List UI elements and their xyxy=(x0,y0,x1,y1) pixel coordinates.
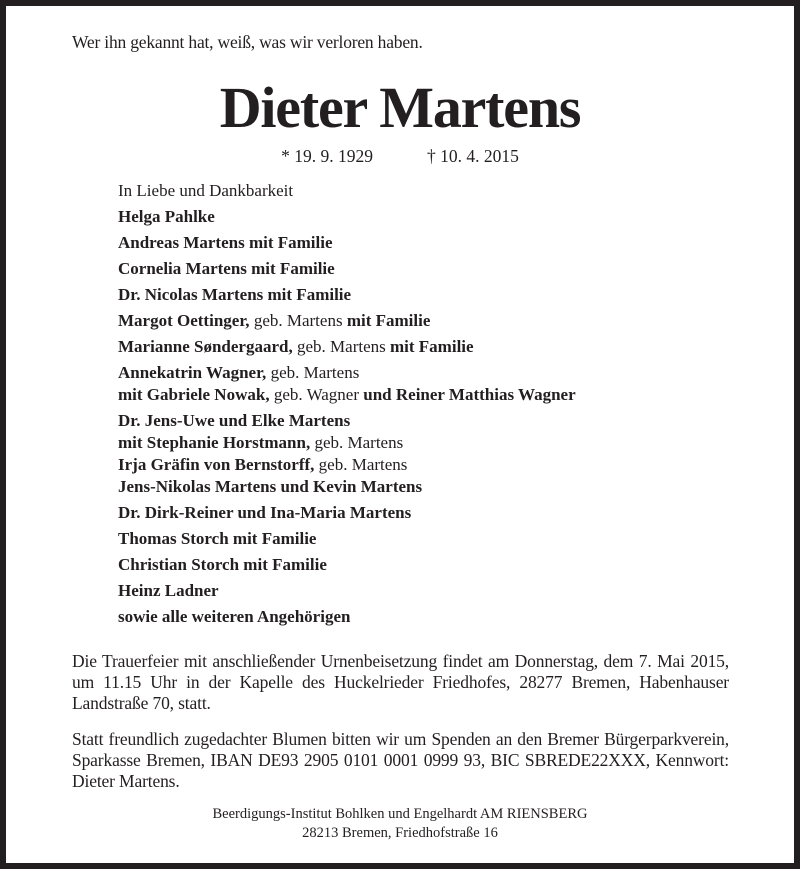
mourner-line xyxy=(118,334,576,360)
mourner-name: Dr. Jens-Uwe und Elke Martens xyxy=(118,411,351,430)
mourner-group xyxy=(118,360,576,408)
mourner-name: Cornelia Martens mit Familie xyxy=(118,259,335,278)
mourner-group xyxy=(118,408,576,500)
mourner-name: mit Gabriele Nowak, xyxy=(118,385,270,404)
mourner-name: Andreas Martens mit Familie xyxy=(118,233,333,252)
mourner-line xyxy=(118,526,576,552)
mourners-list xyxy=(118,178,576,630)
mourner-name: Irja Gräfin von Bernstorff, xyxy=(118,455,315,474)
mourner-line xyxy=(118,362,576,384)
mourner-line xyxy=(118,204,576,230)
mourner-group xyxy=(118,334,576,360)
mourner-line xyxy=(118,282,576,308)
mourner-note: geb. Martens xyxy=(266,363,360,382)
mourner-name: Thomas Storch mit Familie xyxy=(118,529,317,548)
donation-request: Statt freundlich zugedachter Blumen bitten wir um Spenden an den Bremer Bürgerparkverein, Sparkasse Bremen, IBAN DE93 2905 0101 0001 0999 93, BIC SBREDE22XXX, Kennwort: Dieter Martens. xyxy=(72,729,729,791)
deceased-name: Dieter Martens xyxy=(219,75,581,140)
mourner-line xyxy=(118,552,576,578)
mourner-name: Margot Oettinger, xyxy=(118,311,250,330)
mourner-group xyxy=(118,308,576,334)
mourner-line xyxy=(118,578,576,604)
mourner-line xyxy=(118,604,576,630)
motto: Wer ihn gekannt hat, weiß, was wir verloren haben. xyxy=(72,32,423,52)
mourner-line xyxy=(118,500,576,526)
mourner-note: geb. Martens xyxy=(314,455,408,474)
mourner-group xyxy=(118,282,576,308)
undertaker-address: 28213 Bremen, Friedhofstraße 16 xyxy=(302,825,498,841)
mourner-name: mit Familie xyxy=(346,311,431,330)
mourner-group xyxy=(118,552,576,578)
mourner-name: Jens-Nikolas Martens und Kevin Martens xyxy=(118,477,423,496)
mourners-intro: In Liebe und Dankbarkeit xyxy=(118,181,294,200)
mourner-name: Marianne Søndergaard, xyxy=(118,337,293,356)
death-date: † 10. 4. 2015 xyxy=(427,146,519,166)
obituary-notice xyxy=(6,6,794,863)
mourner-group xyxy=(118,526,576,552)
mourner-line xyxy=(118,454,576,476)
mourner-note: geb. Martens xyxy=(249,311,347,330)
mourner-name: mit Stephanie Horstmann, xyxy=(118,433,311,452)
funeral-details: Die Trauerfeier mit anschließender Urnenbeisetzung findet am Donnerstag, dem 7. Mai 2015, um 11.15 Uhr in der Kapelle des Huckelrieder Friedhofes, 28277 Bremen, Habenhauser Landstraße 70, statt. xyxy=(72,651,729,713)
mourner-group xyxy=(118,204,576,230)
mourner-line xyxy=(118,432,576,454)
mourner-name: Heinz Ladner xyxy=(118,581,219,600)
mourner-line xyxy=(118,384,576,406)
mourner-name: Dr. Dirk-Reiner und Ina-Maria Martens xyxy=(118,503,412,522)
mourner-group xyxy=(118,578,576,604)
mourner-group xyxy=(118,500,576,526)
mourner-name: Helga Pahlke xyxy=(118,207,215,226)
birth-date: * 19. 9. 1929 xyxy=(281,146,373,166)
mourner-note: geb. Wagner xyxy=(269,385,364,404)
mourner-name: Annekatrin Wagner, xyxy=(118,363,267,382)
mourner-group xyxy=(118,256,576,282)
mourner-name: mit Familie xyxy=(390,337,474,356)
undertaker-name: Beerdigungs-Institut Bohlken und Engelhardt AM RIENSBERG xyxy=(212,806,588,822)
mourner-group xyxy=(118,604,576,630)
mourner-line xyxy=(118,230,576,256)
mourner-group xyxy=(118,230,576,256)
mourner-name: Christian Storch mit Familie xyxy=(118,555,327,574)
life-dates xyxy=(6,146,794,167)
mourner-note: geb. Martens xyxy=(292,337,390,356)
mourner-name: sowie alle weiteren Angehörigen xyxy=(118,607,351,626)
mourner-note: geb. Martens xyxy=(310,433,404,452)
mourner-name: und Reiner Matthias Wagner xyxy=(363,385,576,404)
mourner-name: Dr. Nicolas Martens mit Familie xyxy=(118,285,352,304)
mourner-line xyxy=(118,308,576,334)
mourner-line xyxy=(118,410,576,432)
mourner-line xyxy=(118,476,576,498)
mourner-line xyxy=(118,256,576,282)
undertaker-info xyxy=(6,805,794,843)
